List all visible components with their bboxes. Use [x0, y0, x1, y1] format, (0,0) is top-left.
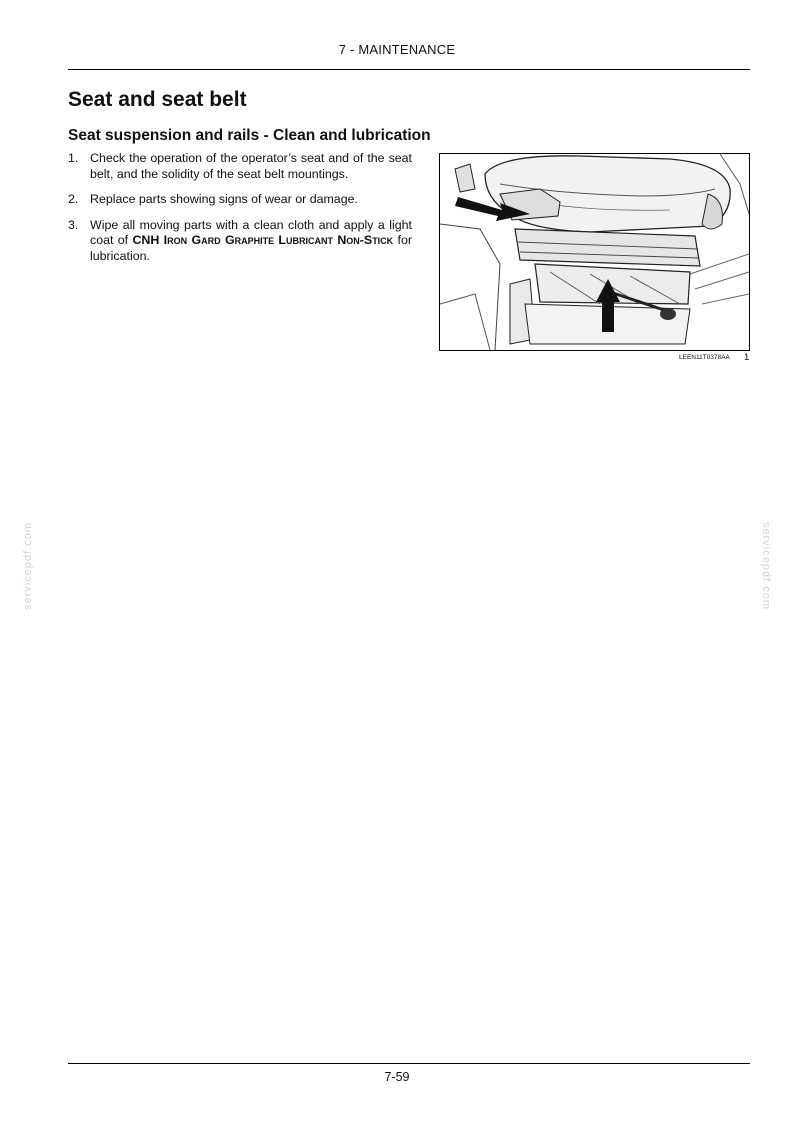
step-item: [68, 151, 412, 182]
step-item: [68, 218, 412, 265]
step-text: Check the operation of the operator’s seat and of the seat belt, and the solidity of the seat belt mountings.: [90, 151, 412, 181]
section-title: Seat and seat belt: [68, 88, 247, 111]
step-text: Wipe all moving parts with a clean cloth and apply a light coat of: [90, 217, 412, 247]
lubricant-product-name: CNH Iron Gard Graphite Lubricant Non-Stick: [132, 233, 394, 247]
step-number: 1.: [68, 151, 79, 165]
watermark-right: servicepdf.com: [760, 522, 772, 610]
watermark-left: servicepdf.com: [22, 522, 34, 610]
page-number: 7-59: [384, 1070, 410, 1084]
step-number: 2.: [68, 192, 79, 206]
figure-number: 1: [744, 352, 750, 363]
seat-drawing: [440, 154, 749, 350]
procedure-steps: [68, 151, 412, 274]
seat-illustration: [439, 153, 750, 351]
header-divider: [68, 69, 750, 70]
step-item: [68, 192, 412, 208]
subsection-title: Seat suspension and rails - Clean and lubrication: [68, 127, 431, 144]
footer-divider: [68, 1063, 750, 1064]
chapter-header: 7 - MAINTENANCE: [338, 42, 456, 57]
figure-caption: LEEN11T0378AA: [679, 354, 730, 361]
step-text-end: for lubrication.: [90, 233, 412, 263]
step-text: Replace parts showing signs of wear or damage.: [90, 192, 358, 206]
step-number: 3.: [68, 217, 79, 232]
